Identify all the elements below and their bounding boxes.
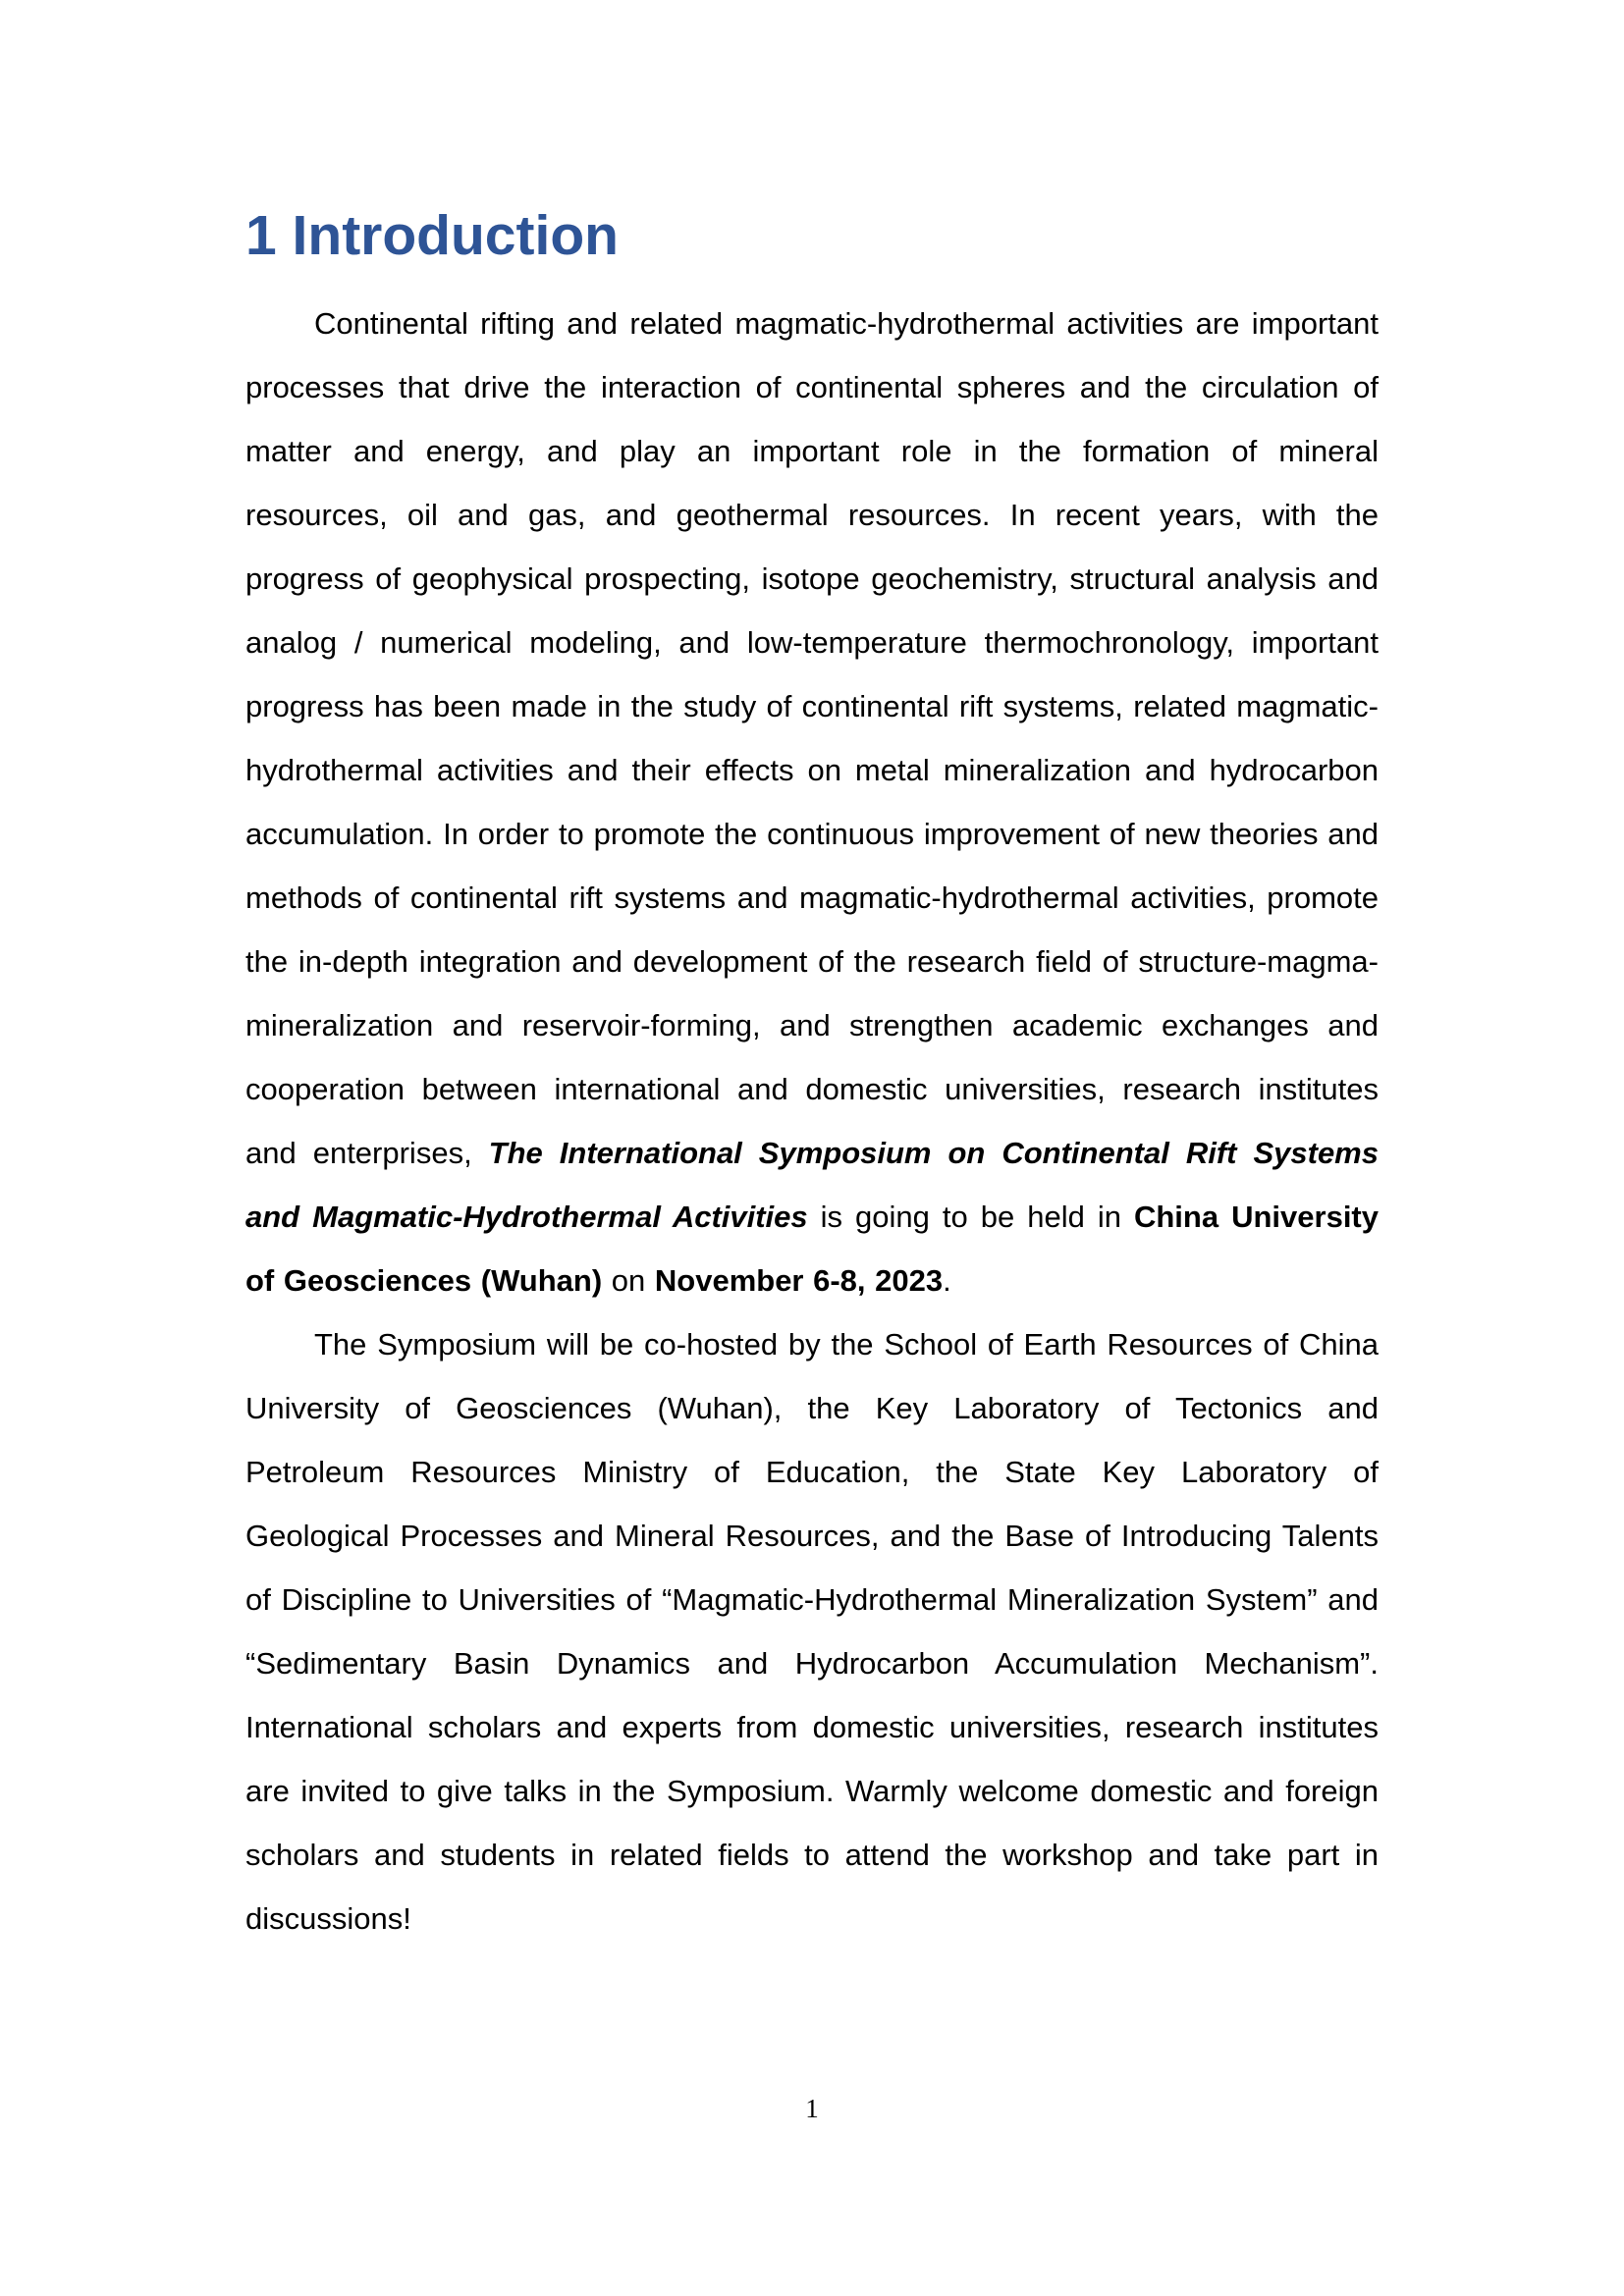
text-run: China University of Geosciences (Wuhan) bbox=[245, 1200, 1379, 1298]
paragraph bbox=[245, 292, 1379, 1312]
text-run: on bbox=[602, 1263, 655, 1298]
text-run: The International Symposium on Continental Rift Systems and Magmatic-Hydrothermal Activities bbox=[245, 1136, 1379, 1234]
section-heading: 1 Introduction bbox=[245, 204, 619, 267]
text-run: The Symposium will be co-hosted by the School of Earth Resources of China University of Geosciences (Wuhan), the Key Laboratory of Tectonics and Petroleum Resources Ministry of Education, the State Key Laboratory of Geological Processes and Mineral Resources, and the Base of Introducing Talents of Discipline to Universities of “Magmatic-Hydrothermal Mineralization System” and “Sedimentary Basin Dynamics and Hydrocarbon Accumulation Mechanism”. International scholars and experts from domestic universities, research institutes are invited to give talks in the Symposium. Warmly welcome domestic and foreign scholars and students in related fields to attend the workshop and take part in discussions! bbox=[245, 1327, 1379, 1936]
document-body bbox=[245, 292, 1379, 1950]
page-number: 1 bbox=[805, 2094, 819, 2123]
text-run: is going to be held in bbox=[807, 1200, 1134, 1234]
paragraph bbox=[245, 1312, 1379, 1950]
text-run: . bbox=[943, 1263, 951, 1298]
text-run: Continental rifting and related magmatic-hydrothermal activities are important processes that drive the interaction of continental spheres and the circulation of matter and energy, and play an important role in the formation of mineral resources, oil and gas, and geothermal resources. In recent years, with the progress of geophysical prospecting, isotope geochemistry, structural analysis and analog / numerical modeling, and low-temperature thermochronology, important progress has been made in the study of continental rift systems, related magmatic-hydrothermal activities and their effects on metal mineralization and hydrocarbon accumulation. In order to promote the continuous improvement of new theories and methods of continental rift systems and magmatic-hydrothermal activities, promote the in-depth integration and development of the research field of structure-magma-mineralization and reservoir-forming, and strengthen academic exchanges and cooperation between international and domestic universities, research institutes and enterprises, bbox=[245, 306, 1379, 1170]
text-run: November 6-8, 2023 bbox=[654, 1263, 944, 1298]
